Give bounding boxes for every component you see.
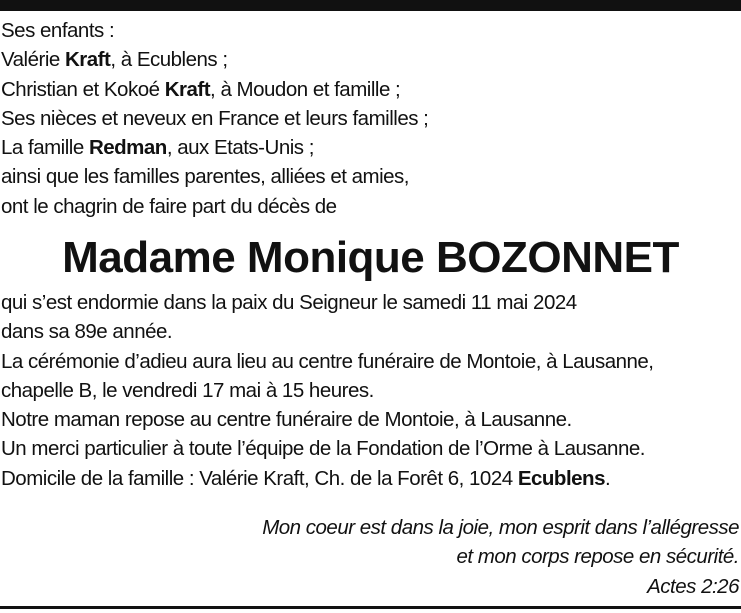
family-member-line: Valérie Kraft, à Ecublens ;: [1, 48, 228, 72]
family-member-line: Christian et Kokoé Kraft, à Moudon et famille ;: [1, 77, 401, 101]
bottom-border-rule: [0, 606, 741, 609]
family-member-line: Ses nièces et neveux en France et leurs familles ;: [1, 106, 429, 130]
family-member-line: La famille Redman, aux Etats-Unis ;: [1, 136, 314, 160]
ceremony-details: [1, 288, 741, 493]
details-line: La cérémonie d’adieu aura lieu au centre funéraire de Montoie, à Lausanne,: [1, 349, 654, 373]
bible-quote: [262, 513, 739, 601]
top-border-rule: [0, 0, 741, 11]
surname: Kraft: [65, 48, 111, 72]
quote-reference: Actes 2:26: [647, 574, 739, 598]
surname: Kraft: [164, 77, 211, 101]
details-line: Notre maman repose au centre funéraire de Montoie, à Lausanne.: [1, 408, 572, 432]
family-announcement: [1, 16, 741, 221]
details-line: dans sa 89e année.: [1, 320, 173, 344]
town-name: Ecublens: [517, 466, 605, 490]
details-line: chapelle B, le vendredi 17 mai à 15 heures.: [1, 378, 374, 402]
family-member-line: ainsi que les familles parentes, alliées et amies,: [1, 165, 409, 189]
family-address-line: Domicile de la famille : Valérie Kraft, Ch. de la Forêt 6, 1024 Ecublens.: [1, 466, 611, 490]
quote-line: Mon coeur est dans la joie, mon esprit dans l’allégresse: [262, 516, 739, 539]
quote-line: et mon corps repose en sécurité.: [456, 545, 739, 569]
details-line: Un merci particulier à toute l’équipe de la Fondation de l’Orme à Lausanne.: [1, 437, 645, 461]
announcement-line: ont le chagrin de faire part du décès de: [1, 194, 337, 218]
surname: Redman: [88, 136, 167, 160]
children-heading: Ses enfants :: [1, 19, 115, 42]
details-line: qui s’est endormie dans la paix du Seigneur le samedi 11 mai 2024: [1, 291, 577, 314]
deceased-name: Madame Monique BOZONNET: [62, 233, 679, 282]
